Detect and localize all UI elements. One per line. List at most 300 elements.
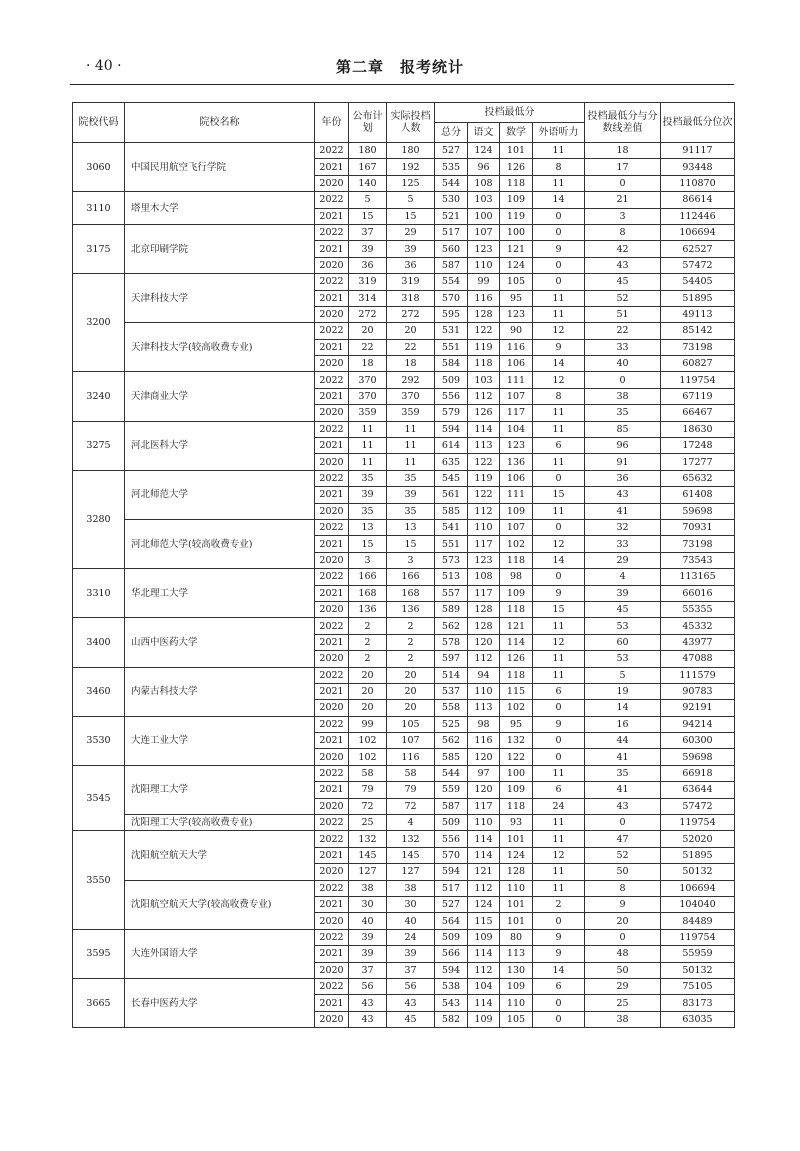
cell-total: 564: [435, 913, 468, 929]
cell-total: 527: [435, 143, 468, 159]
cell-diff: 45: [585, 274, 661, 290]
cell-plan: 132: [349, 831, 387, 847]
cell-math: 106: [500, 470, 533, 486]
cell-total: 535: [435, 159, 468, 175]
cell-chinese: 100: [468, 208, 500, 224]
cell-math: 95: [500, 716, 533, 732]
cell-plan: 40: [349, 913, 387, 929]
cell-year: 2022: [315, 569, 349, 585]
cell-actual: 2: [387, 634, 435, 650]
cell-total: 594: [435, 962, 468, 978]
cell-chinese: 112: [468, 388, 500, 404]
cell-year: 2021: [315, 290, 349, 306]
cell-actual: 4: [387, 815, 435, 831]
table-row: [73, 421, 735, 437]
table-row: [73, 765, 735, 781]
cell-actual: 359: [387, 405, 435, 421]
admission-table: [72, 102, 735, 1028]
cell-chinese: 119: [468, 470, 500, 486]
cell-year: 2020: [315, 1011, 349, 1027]
cell-total: 527: [435, 896, 468, 912]
school-code: 3310: [73, 569, 125, 618]
cell-rank: 49113: [661, 306, 735, 322]
cell-plan: 166: [349, 569, 387, 585]
cell-chinese: 114: [468, 946, 500, 962]
cell-actual: 15: [387, 208, 435, 224]
cell-actual: 319: [387, 274, 435, 290]
school-name: 中国民用航空飞行学院: [125, 143, 315, 192]
cell-listening: 11: [533, 290, 585, 306]
col-header-year: 年份: [315, 103, 349, 143]
cell-actual: 105: [387, 716, 435, 732]
cell-math: 118: [500, 798, 533, 814]
cell-chinese: 103: [468, 372, 500, 388]
school-code: 3545: [73, 765, 125, 831]
cell-math: 109: [500, 782, 533, 798]
cell-actual: 35: [387, 470, 435, 486]
cell-chinese: 128: [468, 306, 500, 322]
cell-math: 115: [500, 683, 533, 699]
cell-rank: 106694: [661, 224, 735, 240]
cell-rank: 111579: [661, 667, 735, 683]
cell-total: 594: [435, 421, 468, 437]
cell-math: 109: [500, 585, 533, 601]
cell-diff: 0: [585, 929, 661, 945]
cell-total: 566: [435, 946, 468, 962]
cell-rank: 54405: [661, 274, 735, 290]
cell-plan: 72: [349, 798, 387, 814]
cell-total: 509: [435, 372, 468, 388]
cell-chinese: 114: [468, 831, 500, 847]
cell-math: 118: [500, 667, 533, 683]
cell-math: 136: [500, 454, 533, 470]
cell-chinese: 128: [468, 618, 500, 634]
cell-total: 514: [435, 667, 468, 683]
cell-math: 118: [500, 601, 533, 617]
cell-year: 2022: [315, 143, 349, 159]
cell-diff: 48: [585, 946, 661, 962]
cell-math: 100: [500, 224, 533, 240]
cell-math: 119: [500, 208, 533, 224]
school-code: 3110: [73, 192, 125, 225]
cell-chinese: 117: [468, 536, 500, 552]
table-row: [73, 192, 735, 208]
cell-math: 126: [500, 159, 533, 175]
cell-math: 109: [500, 503, 533, 519]
cell-chinese: 96: [468, 159, 500, 175]
cell-diff: 52: [585, 290, 661, 306]
cell-plan: 39: [349, 241, 387, 257]
col-header-total: 总分: [435, 123, 468, 143]
cell-rank: 66467: [661, 405, 735, 421]
cell-plan: 136: [349, 601, 387, 617]
cell-year: 2020: [315, 257, 349, 273]
cell-listening: 11: [533, 503, 585, 519]
cell-diff: 85: [585, 421, 661, 437]
cell-listening: 14: [533, 356, 585, 372]
cell-diff: 17: [585, 159, 661, 175]
cell-rank: 67119: [661, 388, 735, 404]
cell-chinese: 108: [468, 175, 500, 191]
cell-year: 2022: [315, 765, 349, 781]
chapter-title: 第二章 报考统计: [335, 58, 464, 76]
cell-plan: 15: [349, 536, 387, 552]
cell-listening: 0: [533, 733, 585, 749]
cell-listening: 11: [533, 864, 585, 880]
cell-rank: 83173: [661, 995, 735, 1011]
cell-listening: 0: [533, 569, 585, 585]
cell-math: 101: [500, 896, 533, 912]
cell-total: 537: [435, 683, 468, 699]
cell-listening: 14: [533, 552, 585, 568]
cell-rank: 73198: [661, 536, 735, 552]
cell-total: 509: [435, 815, 468, 831]
cell-math: 107: [500, 519, 533, 535]
cell-year: 2020: [315, 405, 349, 421]
cell-diff: 8: [585, 880, 661, 896]
cell-year: 2020: [315, 700, 349, 716]
cell-diff: 35: [585, 405, 661, 421]
cell-year: 2021: [315, 241, 349, 257]
cell-listening: 9: [533, 585, 585, 601]
cell-diff: 4: [585, 569, 661, 585]
cell-rank: 119754: [661, 929, 735, 945]
cell-year: 2021: [315, 634, 349, 650]
cell-listening: 9: [533, 929, 585, 945]
cell-total: 585: [435, 749, 468, 765]
cell-listening: 0: [533, 1011, 585, 1027]
cell-listening: 0: [533, 700, 585, 716]
cell-total: 595: [435, 306, 468, 322]
cell-listening: 11: [533, 405, 585, 421]
table-row: [73, 831, 735, 847]
cell-rank: 60827: [661, 356, 735, 372]
cell-math: 118: [500, 552, 533, 568]
cell-total: 562: [435, 618, 468, 634]
cell-diff: 41: [585, 782, 661, 798]
cell-rank: 70931: [661, 519, 735, 535]
cell-total: 509: [435, 929, 468, 945]
cell-listening: 12: [533, 536, 585, 552]
page-number: · 40 ·: [86, 58, 122, 74]
school-name: 河北师范大学(较高收费专业): [125, 519, 315, 568]
cell-chinese: 113: [468, 438, 500, 454]
cell-total: 521: [435, 208, 468, 224]
col-header-rank: 投档最低分位次: [661, 103, 735, 143]
cell-plan: 39: [349, 487, 387, 503]
cell-math: 107: [500, 388, 533, 404]
cell-actual: 272: [387, 306, 435, 322]
cell-rank: 75105: [661, 978, 735, 994]
cell-diff: 0: [585, 372, 661, 388]
cell-year: 2021: [315, 536, 349, 552]
cell-listening: 11: [533, 765, 585, 781]
col-header-plan: 公布计划: [349, 103, 387, 143]
cell-actual: 11: [387, 438, 435, 454]
school-name: 山西中医药大学: [125, 618, 315, 667]
cell-chinese: 112: [468, 651, 500, 667]
cell-rank: 61408: [661, 487, 735, 503]
cell-listening: 0: [533, 995, 585, 1011]
cell-diff: 41: [585, 749, 661, 765]
cell-total: 578: [435, 634, 468, 650]
school-code: 3060: [73, 143, 125, 192]
cell-diff: 53: [585, 651, 661, 667]
school-name: 沈阳理工大学: [125, 765, 315, 814]
cell-chinese: 109: [468, 1011, 500, 1027]
cell-rank: 63035: [661, 1011, 735, 1027]
cell-plan: 37: [349, 962, 387, 978]
cell-year: 2022: [315, 224, 349, 240]
cell-chinese: 98: [468, 716, 500, 732]
cell-math: 124: [500, 847, 533, 863]
cell-plan: 272: [349, 306, 387, 322]
cell-actual: 192: [387, 159, 435, 175]
cell-plan: 314: [349, 290, 387, 306]
cell-rank: 73543: [661, 552, 735, 568]
cell-diff: 40: [585, 356, 661, 372]
cell-total: 551: [435, 339, 468, 355]
cell-rank: 73198: [661, 339, 735, 355]
cell-chinese: 116: [468, 290, 500, 306]
cell-rank: 55355: [661, 601, 735, 617]
cell-diff: 53: [585, 618, 661, 634]
cell-diff: 19: [585, 683, 661, 699]
cell-listening: 14: [533, 962, 585, 978]
cell-math: 101: [500, 143, 533, 159]
cell-actual: 20: [387, 700, 435, 716]
cell-year: 2021: [315, 487, 349, 503]
cell-year: 2022: [315, 815, 349, 831]
cell-math: 118: [500, 175, 533, 191]
table-row: [73, 618, 735, 634]
cell-actual: 38: [387, 880, 435, 896]
cell-plan: 20: [349, 323, 387, 339]
cell-actual: 3: [387, 552, 435, 568]
cell-actual: 30: [387, 896, 435, 912]
cell-rank: 17277: [661, 454, 735, 470]
cell-listening: 11: [533, 618, 585, 634]
cell-year: 2021: [315, 388, 349, 404]
cell-listening: 0: [533, 224, 585, 240]
cell-diff: 45: [585, 601, 661, 617]
cell-chinese: 119: [468, 339, 500, 355]
cell-chinese: 103: [468, 192, 500, 208]
cell-diff: 33: [585, 536, 661, 552]
school-code: 3550: [73, 831, 125, 929]
cell-listening: 11: [533, 175, 585, 191]
cell-math: 130: [500, 962, 533, 978]
cell-diff: 51: [585, 306, 661, 322]
cell-plan: 11: [349, 421, 387, 437]
cell-total: 589: [435, 601, 468, 617]
cell-total: 562: [435, 733, 468, 749]
cell-diff: 41: [585, 503, 661, 519]
cell-total: 513: [435, 569, 468, 585]
school-name: 华北理工大学: [125, 569, 315, 618]
cell-rank: 93448: [661, 159, 735, 175]
cell-plan: 15: [349, 208, 387, 224]
cell-total: 558: [435, 700, 468, 716]
cell-math: 113: [500, 946, 533, 962]
cell-chinese: 128: [468, 601, 500, 617]
cell-actual: 132: [387, 831, 435, 847]
cell-actual: 45: [387, 1011, 435, 1027]
cell-rank: 17248: [661, 438, 735, 454]
cell-math: 114: [500, 634, 533, 650]
cell-listening: 11: [533, 880, 585, 896]
school-name: 河北师范大学: [125, 470, 315, 519]
cell-total: 541: [435, 519, 468, 535]
cell-year: 2020: [315, 306, 349, 322]
cell-actual: 35: [387, 503, 435, 519]
cell-actual: 11: [387, 421, 435, 437]
cell-total: 597: [435, 651, 468, 667]
cell-plan: 30: [349, 896, 387, 912]
cell-chinese: 120: [468, 749, 500, 765]
cell-year: 2022: [315, 519, 349, 535]
cell-chinese: 110: [468, 519, 500, 535]
school-code: 3200: [73, 274, 125, 372]
cell-actual: 2: [387, 651, 435, 667]
cell-total: 570: [435, 290, 468, 306]
cell-listening: 0: [533, 913, 585, 929]
cell-listening: 6: [533, 978, 585, 994]
cell-rank: 86614: [661, 192, 735, 208]
cell-chinese: 124: [468, 143, 500, 159]
cell-listening: 11: [533, 815, 585, 831]
cell-actual: 11: [387, 454, 435, 470]
col-header-name: 院校名称: [125, 103, 315, 143]
col-header-min-score: 投档最低分: [435, 103, 585, 123]
cell-diff: 18: [585, 143, 661, 159]
cell-rank: 51895: [661, 847, 735, 863]
cell-total: 594: [435, 864, 468, 880]
col-header-math: 数学: [500, 123, 533, 143]
cell-listening: 12: [533, 847, 585, 863]
cell-plan: 167: [349, 159, 387, 175]
cell-math: 111: [500, 372, 533, 388]
cell-chinese: 122: [468, 487, 500, 503]
cell-rank: 59698: [661, 503, 735, 519]
cell-total: 560: [435, 241, 468, 257]
cell-math: 122: [500, 749, 533, 765]
cell-actual: 56: [387, 978, 435, 994]
table-row: [73, 978, 735, 994]
school-name: 天津科技大学(较高收费专业): [125, 323, 315, 372]
cell-actual: 36: [387, 257, 435, 273]
cell-listening: 6: [533, 683, 585, 699]
cell-plan: 22: [349, 339, 387, 355]
cell-rank: 85142: [661, 323, 735, 339]
cell-total: 614: [435, 438, 468, 454]
cell-plan: 18: [349, 356, 387, 372]
cell-rank: 57472: [661, 257, 735, 273]
cell-rank: 66016: [661, 585, 735, 601]
cell-chinese: 110: [468, 815, 500, 831]
cell-diff: 96: [585, 438, 661, 454]
table-row: [73, 815, 735, 831]
cell-actual: 125: [387, 175, 435, 191]
school-code: 3175: [73, 224, 125, 273]
cell-math: 126: [500, 651, 533, 667]
cell-actual: 39: [387, 241, 435, 257]
cell-plan: 11: [349, 438, 387, 454]
cell-diff: 38: [585, 1011, 661, 1027]
cell-math: 101: [500, 831, 533, 847]
table-row: [73, 569, 735, 585]
cell-diff: 42: [585, 241, 661, 257]
cell-math: 110: [500, 880, 533, 896]
cell-plan: 145: [349, 847, 387, 863]
cell-total: 561: [435, 487, 468, 503]
cell-plan: 5: [349, 192, 387, 208]
cell-listening: 9: [533, 241, 585, 257]
cell-listening: 0: [533, 749, 585, 765]
col-header-chinese: 语文: [468, 123, 500, 143]
cell-rank: 91117: [661, 143, 735, 159]
table-body: [73, 143, 735, 1028]
cell-math: 93: [500, 815, 533, 831]
school-name: 北京印刷学院: [125, 224, 315, 273]
cell-chinese: 114: [468, 995, 500, 1011]
cell-chinese: 99: [468, 274, 500, 290]
cell-chinese: 94: [468, 667, 500, 683]
school-name: 大连外国语大学: [125, 929, 315, 978]
cell-listening: 0: [533, 208, 585, 224]
cell-diff: 47: [585, 831, 661, 847]
cell-rank: 62527: [661, 241, 735, 257]
cell-plan: 102: [349, 733, 387, 749]
school-code: 3280: [73, 470, 125, 568]
cell-total: 517: [435, 880, 468, 896]
cell-diff: 3: [585, 208, 661, 224]
table-row: [73, 372, 735, 388]
cell-diff: 22: [585, 323, 661, 339]
cell-plan: 102: [349, 749, 387, 765]
cell-math: 105: [500, 1011, 533, 1027]
cell-rank: 50132: [661, 864, 735, 880]
cell-year: 2022: [315, 274, 349, 290]
cell-rank: 84489: [661, 913, 735, 929]
cell-math: 121: [500, 241, 533, 257]
cell-plan: 25: [349, 815, 387, 831]
table-row: [73, 143, 735, 159]
cell-listening: 24: [533, 798, 585, 814]
school-name: 沈阳航空航天大学(较高收费专业): [125, 880, 315, 929]
cell-math: 101: [500, 913, 533, 929]
cell-math: 132: [500, 733, 533, 749]
cell-plan: 43: [349, 995, 387, 1011]
cell-chinese: 118: [468, 356, 500, 372]
cell-chinese: 122: [468, 454, 500, 470]
cell-diff: 0: [585, 175, 661, 191]
cell-chinese: 123: [468, 552, 500, 568]
cell-actual: 168: [387, 585, 435, 601]
cell-total: 635: [435, 454, 468, 470]
cell-plan: 11: [349, 454, 387, 470]
cell-math: 110: [500, 995, 533, 1011]
cell-actual: 13: [387, 519, 435, 535]
cell-total: 525: [435, 716, 468, 732]
cell-actual: 39: [387, 946, 435, 962]
cell-year: 2020: [315, 651, 349, 667]
cell-chinese: 115: [468, 913, 500, 929]
cell-chinese: 123: [468, 241, 500, 257]
cell-year: 2020: [315, 356, 349, 372]
cell-actual: 29: [387, 224, 435, 240]
cell-year: 2020: [315, 601, 349, 617]
